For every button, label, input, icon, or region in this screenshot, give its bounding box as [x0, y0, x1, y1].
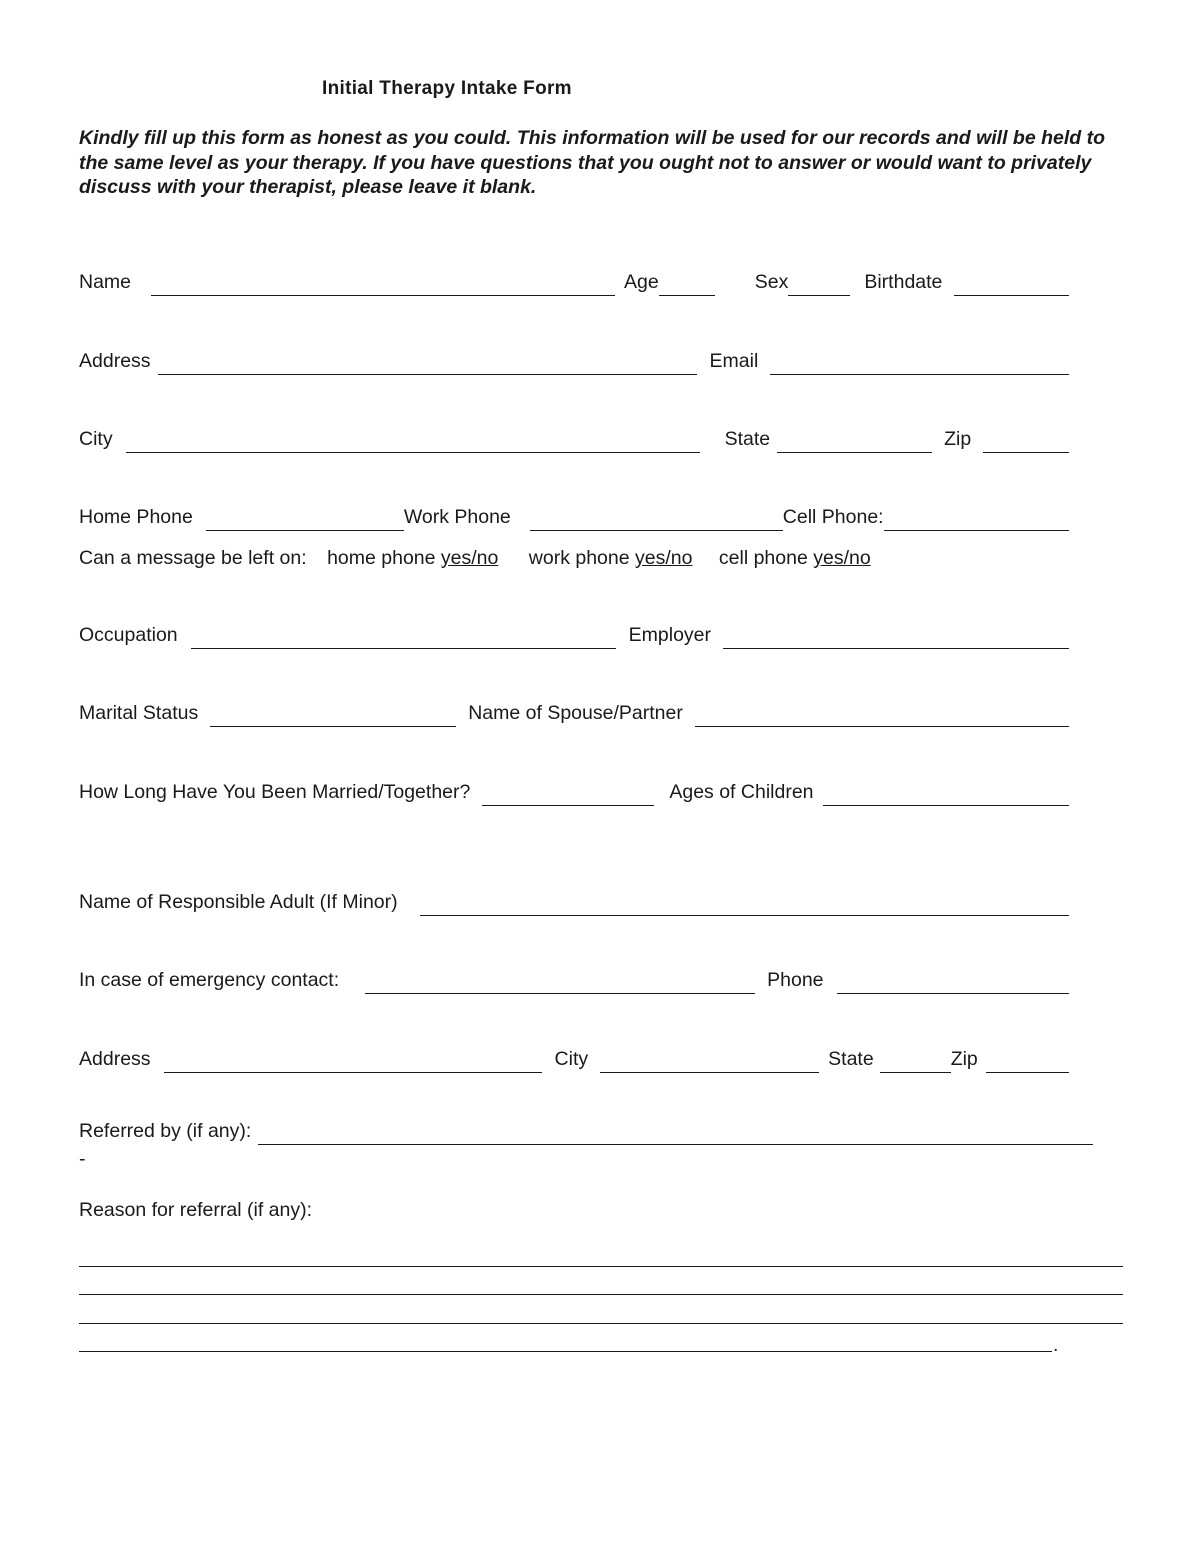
message-work-label: work phone	[528, 547, 630, 569]
address-label: Address	[79, 350, 151, 372]
address-field[interactable]	[158, 352, 697, 375]
row-referral-reason	[79, 1198, 1069, 1224]
state-label: State	[724, 428, 771, 450]
row-marital	[79, 701, 1069, 727]
row-emergency-contact	[79, 968, 1069, 994]
message-work-yes-no[interactable]: yes/no	[635, 547, 693, 569]
marital-status-field[interactable]	[210, 704, 456, 727]
age-field[interactable]	[659, 273, 715, 296]
row-emergency-address	[79, 1047, 1069, 1073]
form-title: Initial Therapy Intake Form	[322, 78, 572, 99]
row-city	[79, 427, 1069, 453]
emergency-city-field[interactable]	[600, 1050, 819, 1073]
state-field[interactable]	[777, 430, 932, 453]
occupation-label: Occupation	[79, 624, 178, 646]
cell-phone-field[interactable]	[884, 508, 1069, 531]
referral-reason-line-2[interactable]	[79, 1294, 1123, 1295]
occupation-field[interactable]	[191, 626, 616, 649]
responsible-adult-field[interactable]	[420, 893, 1069, 916]
zip-label: Zip	[944, 428, 972, 450]
referral-reason-line-4[interactable]	[79, 1351, 1052, 1352]
emergency-contact-label: In case of emergency contact:	[79, 969, 340, 991]
emergency-address-field[interactable]	[164, 1050, 542, 1073]
message-permission	[79, 546, 871, 570]
spouse-name-field[interactable]	[695, 704, 1069, 727]
emergency-phone-label: Phone	[767, 969, 824, 991]
emergency-state-field[interactable]	[880, 1050, 951, 1073]
stray-dash: -	[79, 1148, 86, 1170]
age-label: Age	[624, 271, 659, 293]
work-phone-label: Work Phone	[403, 506, 511, 528]
row-name	[79, 270, 1069, 296]
children-ages-field[interactable]	[823, 783, 1069, 806]
emergency-address-label: Address	[79, 1048, 151, 1070]
form-instructions: Kindly fill up this form as honest as you could. This information will be used for our records and will be held to the same level as your therapy. If you have questions that you ought not to answer or would want to privately discuss with your therapist, please leave it blank.	[79, 127, 1106, 198]
row-responsible-adult	[79, 890, 1069, 916]
message-cell-yes-no[interactable]: yes/no	[813, 547, 871, 569]
city-label: City	[79, 428, 113, 450]
referral-reason-label: Reason for referral (if any):	[79, 1199, 313, 1221]
birthdate-field[interactable]	[954, 273, 1069, 296]
name-field[interactable]	[151, 273, 615, 296]
children-ages-label: Ages of Children	[669, 781, 814, 803]
row-phones	[79, 505, 1069, 531]
email-label: Email	[709, 350, 759, 372]
referral-reason-line-1[interactable]	[79, 1266, 1123, 1267]
row-occupation	[79, 623, 1069, 649]
end-period: .	[1053, 1334, 1059, 1356]
message-cell-label: cell phone	[718, 547, 808, 569]
email-field[interactable]	[770, 352, 1069, 375]
name-label: Name	[79, 271, 132, 293]
row-address	[79, 349, 1069, 375]
emergency-zip-label: Zip	[950, 1048, 978, 1070]
sex-label: Sex	[754, 271, 789, 293]
referral-reason-line-3[interactable]	[79, 1323, 1123, 1324]
referred-by-label: Referred by (if any):	[79, 1120, 252, 1142]
spouse-name-label: Name of Spouse/Partner	[468, 702, 683, 724]
married-length-field[interactable]	[482, 783, 654, 806]
zip-field[interactable]	[983, 430, 1069, 453]
emergency-contact-field[interactable]	[365, 971, 755, 994]
work-phone-field[interactable]	[530, 508, 783, 531]
emergency-city-label: City	[554, 1048, 589, 1070]
home-phone-field[interactable]	[206, 508, 404, 531]
referred-by-field[interactable]	[258, 1122, 1093, 1145]
birthdate-label: Birthdate	[864, 271, 943, 293]
message-home-yes-no[interactable]: yes/no	[440, 547, 499, 569]
cell-phone-label: Cell Phone:	[782, 506, 884, 528]
message-question: Can a message be left on:	[79, 547, 307, 569]
emergency-phone-field[interactable]	[837, 971, 1069, 994]
emergency-zip-field[interactable]	[986, 1050, 1069, 1073]
employer-label: Employer	[628, 624, 712, 646]
employer-field[interactable]	[723, 626, 1069, 649]
marital-status-label: Marital Status	[79, 702, 199, 724]
row-family	[79, 780, 1069, 806]
sex-field[interactable]	[788, 273, 850, 296]
emergency-state-label: State	[828, 1048, 874, 1070]
row-referred-by	[79, 1119, 1093, 1145]
married-length-label: How Long Have You Been Married/Together?	[79, 781, 471, 803]
responsible-adult-label: Name of Responsible Adult (If Minor)	[79, 891, 398, 913]
home-phone-label: Home Phone	[79, 506, 193, 528]
city-field[interactable]	[126, 430, 700, 453]
message-home-label: home phone	[327, 547, 436, 569]
